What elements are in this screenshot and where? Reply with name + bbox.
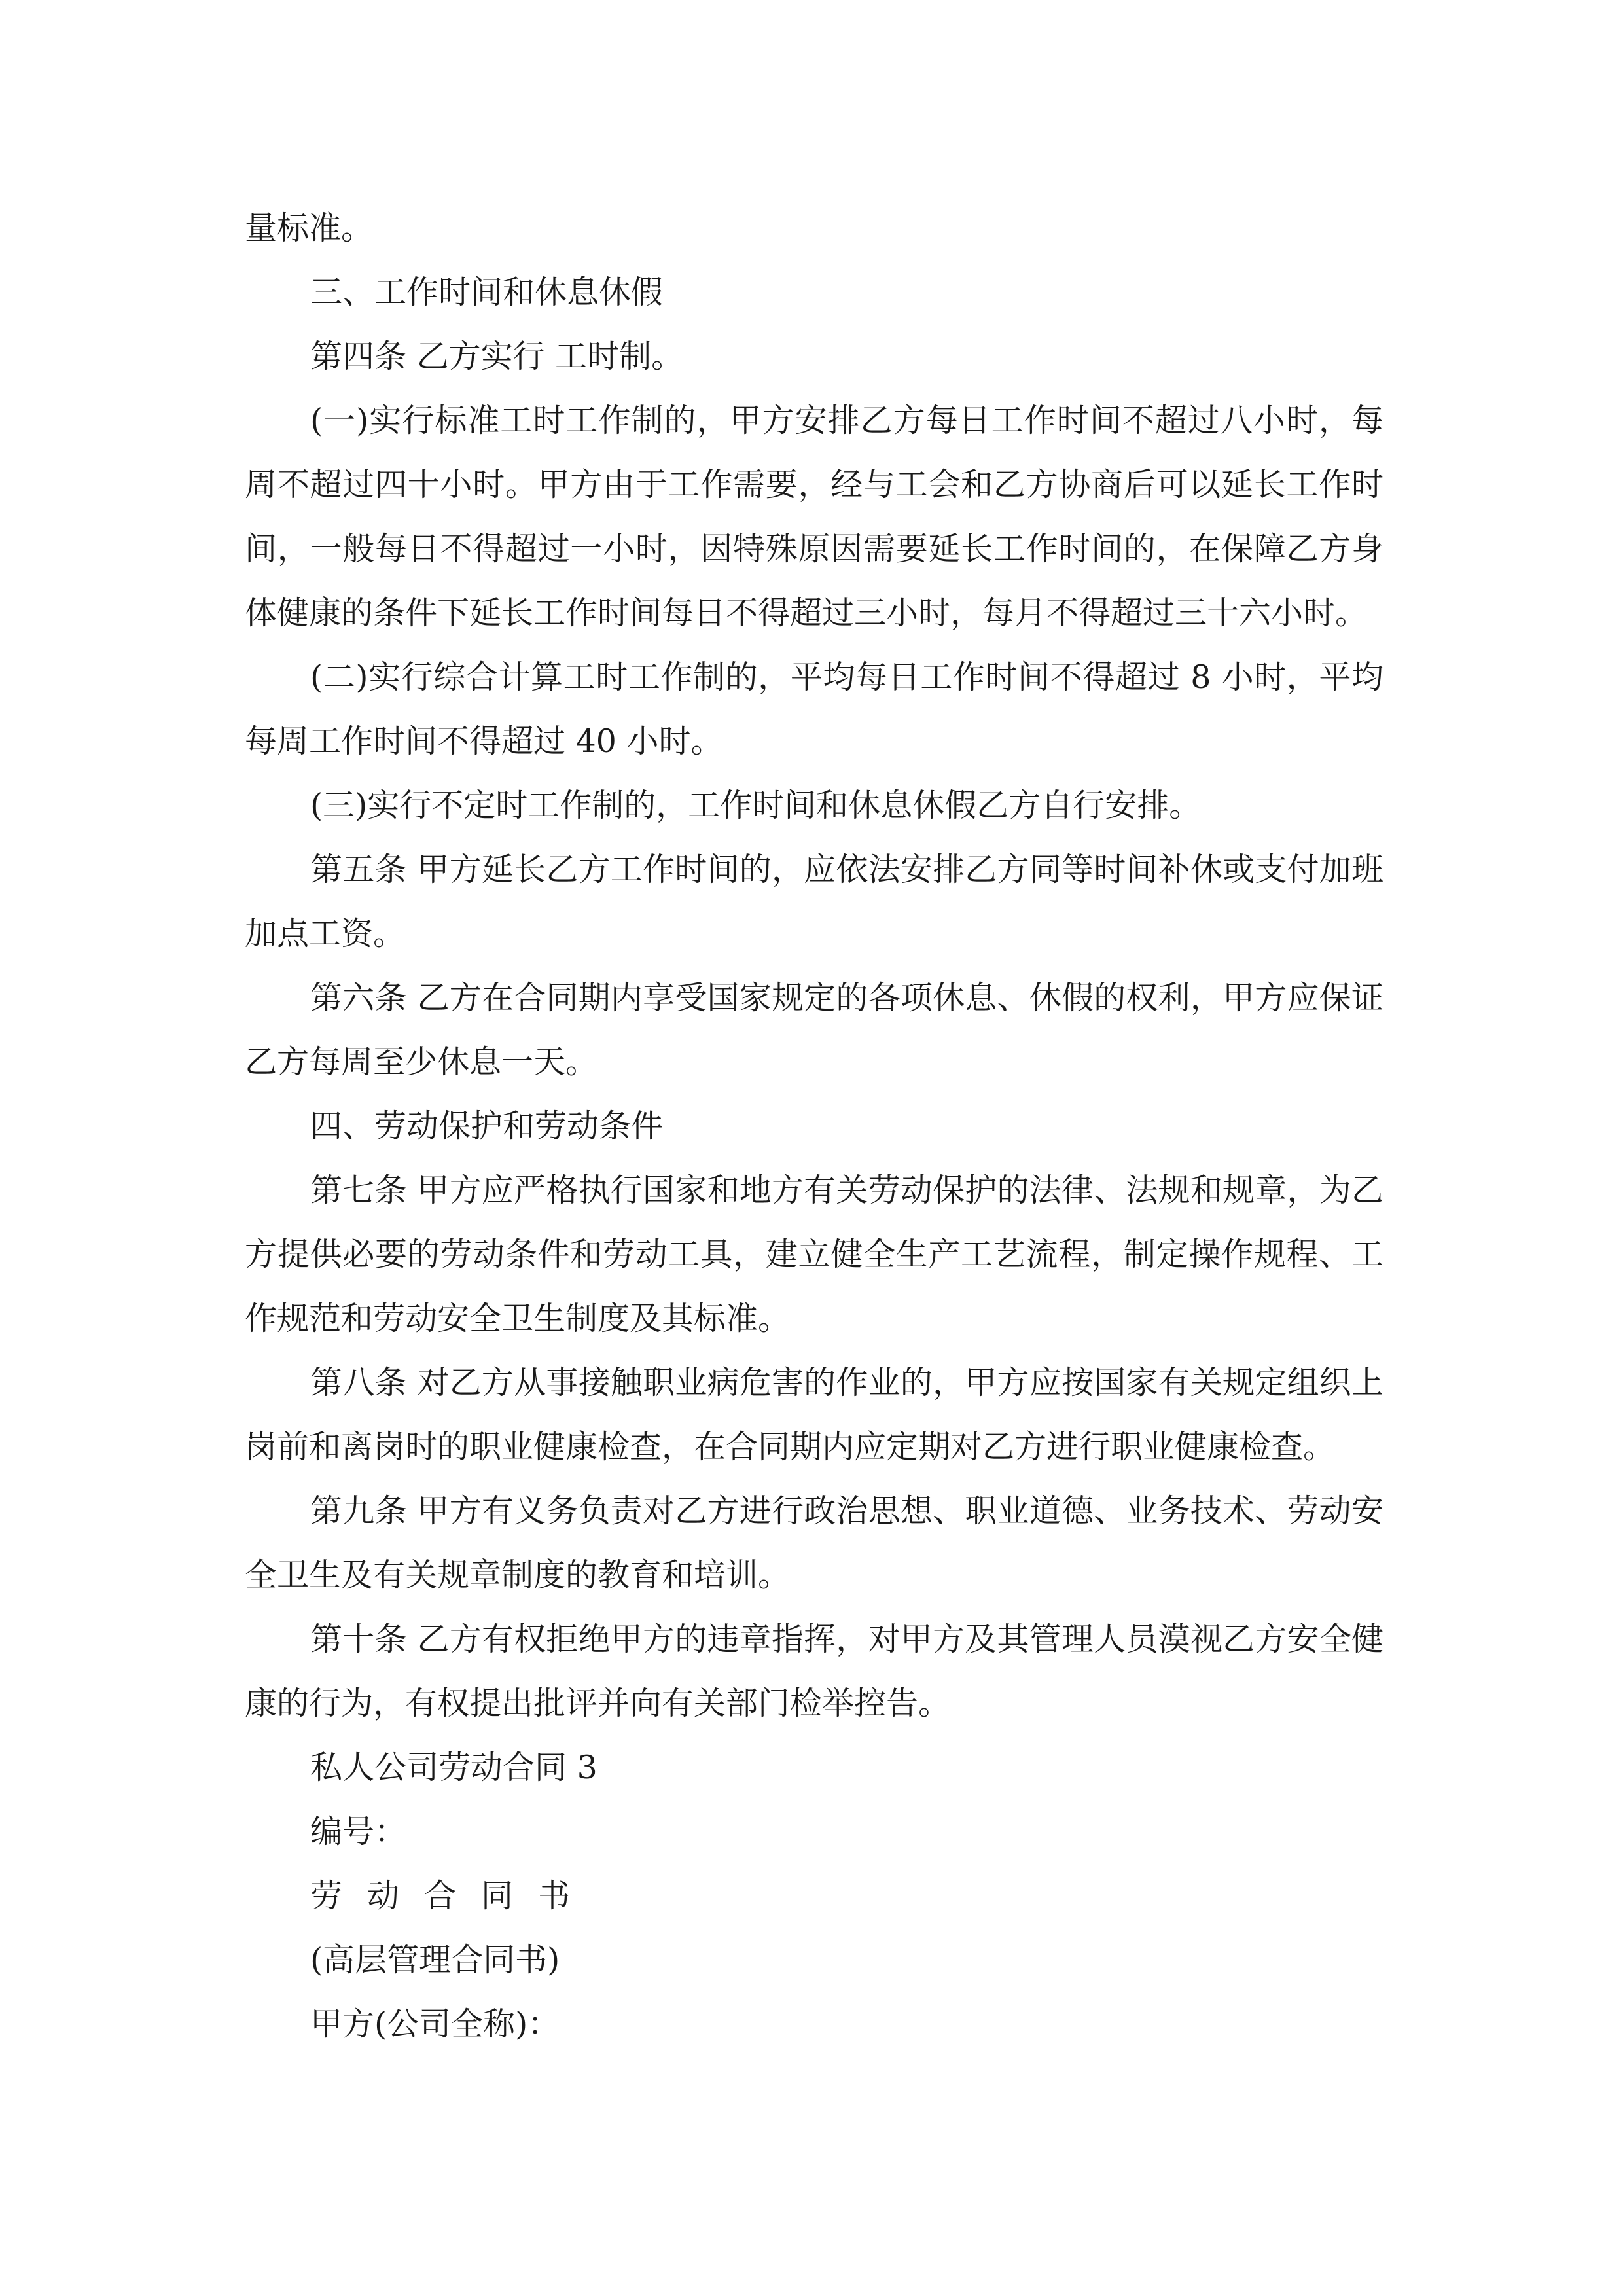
article-4-item-1: (一)实行标准工时工作制的，甲方安排乙方每日工作时间不超过八小时，每周不超过四十小时。甲方由于工作需要，经与工会和乙方协商后可以延长工作时间，一般每日不得超过一小时，因特殊原因需要延长工作时间的，在保障乙方身体健康的条件下延长工作时间每日不得超过三小时，每月不得超过三十六小时。 (245, 402, 1383, 632)
section-heading-labor-protection: 四、劳动保护和劳动条件 (310, 1107, 664, 1145)
article-5: 第五条 甲方延长乙方工作时间的，应依法安排乙方同等时间补休或支付加班加点工资。 (245, 851, 1383, 952)
section-heading-working-hours: 三、工作时间和休息休假 (310, 274, 664, 311)
article-6: 第六条 乙方在合同期内享受国家规定的各项休息、休假的权利，甲方应保证乙方每周至少休息一天。 (245, 979, 1383, 1081)
contract-number-label: 编号： (310, 1813, 407, 1850)
article-9: 第九条 甲方有义务负责对乙方进行政治思想、职业道德、业务技术、劳动安全卫生及有关规章制度的教育和培训。 (245, 1492, 1383, 1594)
contract-book-title: 劳动合同书 (310, 1877, 596, 1914)
article-8: 第八条 对乙方从事接触职业病危害的作业的，甲方应按国家有关规定组织上岗前和离岗时的职业健康检查，在合同期内应定期对乙方进行职业健康检查。 (245, 1364, 1383, 1465)
party-a-label: 甲方(公司全称)： (310, 2005, 560, 2043)
article-4-item-2: (二)实行综合计算工时工作制的，平均每日工作时间不得超过 8 小时，平均每周工作时间不得超过 40 小时。 (245, 658, 1383, 760)
article-7: 第七条 甲方应严格执行国家和地方有关劳动保护的法律、法规和规章，为乙方提供必要的劳动条件和劳动工具，建立健全生产工艺流程，制定操作规程、工作规范和劳动安全卫生制度及其标准。 (245, 1172, 1383, 1337)
article-4: 第四条 乙方实行 工时制。 (310, 338, 684, 375)
document-body (245, 196, 1383, 2056)
contract-book-subtitle: (高层管理合同书) (310, 1941, 560, 1979)
article-10: 第十条 乙方有权拒绝甲方的违章指挥，对甲方及其管理人员漠视乙方安全健康的行为，有权提出批评并向有关部门检举控告。 (245, 1621, 1383, 1722)
article-4-item-3: (三)实行不定时工作制的，工作时间和休息休假乙方自行安排。 (310, 787, 1202, 824)
contract-title-3: 私人公司劳动合同 3 (310, 1749, 597, 1786)
paragraph-continuation: 量标准。 (245, 209, 374, 247)
